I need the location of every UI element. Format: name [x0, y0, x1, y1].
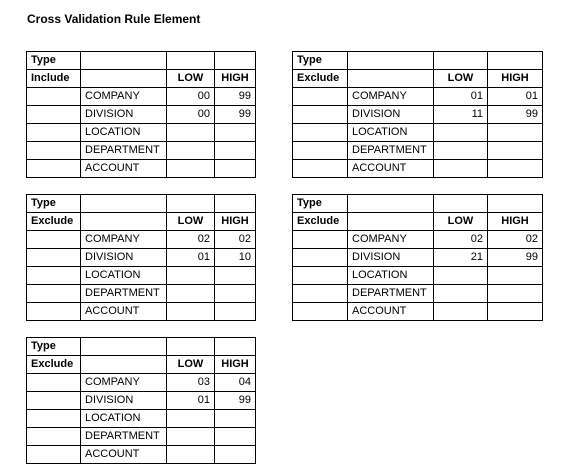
rule-type-value: Exclude	[293, 70, 348, 88]
high-value	[488, 142, 543, 160]
low-value: 02	[434, 231, 488, 249]
segment-name: LOCATION	[81, 124, 167, 142]
high-value: 02	[215, 231, 256, 249]
low-header: LOW	[167, 70, 215, 88]
table-row	[27, 124, 256, 142]
low-value	[434, 160, 488, 178]
low-value	[434, 303, 488, 321]
low-value: 02	[167, 231, 215, 249]
table-row	[293, 303, 543, 321]
segment-name: COMPANY	[81, 88, 167, 106]
high-value	[215, 446, 256, 464]
segment-name: COMPANY	[348, 231, 434, 249]
low-value	[167, 160, 215, 178]
high-value	[488, 267, 543, 285]
high-value	[488, 303, 543, 321]
low-value	[167, 446, 215, 464]
type-label: Type	[27, 52, 81, 70]
high-header: HIGH	[488, 70, 543, 88]
rule-table-2	[292, 51, 543, 178]
high-value	[488, 285, 543, 303]
low-value: 21	[434, 249, 488, 267]
header-row	[293, 70, 543, 88]
segment-name: DIVISION	[348, 106, 434, 124]
segment-name: DEPARTMENT	[81, 428, 167, 446]
segment-name: DIVISION	[81, 392, 167, 410]
low-value: 11	[434, 106, 488, 124]
low-value	[167, 124, 215, 142]
high-header: HIGH	[215, 70, 256, 88]
segment-name: ACCOUNT	[348, 160, 434, 178]
high-value	[215, 428, 256, 446]
segment-name: ACCOUNT	[348, 303, 434, 321]
low-value: 00	[167, 88, 215, 106]
segment-name: LOCATION	[81, 410, 167, 428]
high-value: 99	[488, 249, 543, 267]
segment-name: ACCOUNT	[81, 160, 167, 178]
rule-type-value: Exclude	[293, 213, 348, 231]
table-row	[293, 88, 543, 106]
header-row	[27, 213, 256, 231]
table-row	[27, 231, 256, 249]
page-title: Cross Validation Rule Element	[27, 12, 201, 26]
segment-name: DEPARTMENT	[348, 142, 434, 160]
segment-name: DIVISION	[81, 249, 167, 267]
low-header: LOW	[434, 70, 488, 88]
header-row	[27, 70, 256, 88]
rule-type-value: Include	[27, 70, 81, 88]
low-value	[434, 124, 488, 142]
segment-name: LOCATION	[81, 267, 167, 285]
table-row	[293, 124, 543, 142]
segment-name: COMPANY	[81, 374, 167, 392]
type-label: Type	[27, 338, 81, 356]
high-value: 04	[215, 374, 256, 392]
table-row	[27, 106, 256, 124]
low-value	[167, 303, 215, 321]
low-value	[167, 410, 215, 428]
segment-name: LOCATION	[348, 124, 434, 142]
segment-name: COMPANY	[81, 231, 167, 249]
segment-name: DEPARTMENT	[81, 142, 167, 160]
low-value: 03	[167, 374, 215, 392]
rule-table-4	[292, 194, 543, 321]
high-header: HIGH	[215, 356, 256, 374]
table-row	[293, 231, 543, 249]
segment-name: LOCATION	[348, 267, 434, 285]
type-row	[27, 338, 256, 356]
table-row	[27, 142, 256, 160]
segment-name: DIVISION	[81, 106, 167, 124]
table-row	[27, 428, 256, 446]
table-row	[27, 160, 256, 178]
table-row	[293, 267, 543, 285]
low-value: 01	[434, 88, 488, 106]
table-row	[27, 374, 256, 392]
high-value: 10	[215, 249, 256, 267]
high-header: HIGH	[488, 213, 543, 231]
high-value	[215, 285, 256, 303]
type-row	[27, 52, 256, 70]
high-value	[488, 160, 543, 178]
type-row	[293, 195, 543, 213]
header-row	[27, 356, 256, 374]
segment-name: ACCOUNT	[81, 446, 167, 464]
low-value: 00	[167, 106, 215, 124]
high-value	[215, 124, 256, 142]
high-value: 99	[488, 106, 543, 124]
low-value	[434, 285, 488, 303]
low-value: 01	[167, 392, 215, 410]
high-value	[215, 160, 256, 178]
segment-name: DEPARTMENT	[348, 285, 434, 303]
high-value: 99	[215, 106, 256, 124]
segment-name: DEPARTMENT	[81, 285, 167, 303]
rule-type-value: Exclude	[27, 356, 81, 374]
low-value	[167, 285, 215, 303]
table-row	[27, 303, 256, 321]
type-label: Type	[293, 52, 348, 70]
low-header: LOW	[167, 213, 215, 231]
high-value: 01	[488, 88, 543, 106]
rule-table-1	[26, 51, 256, 178]
table-row	[27, 446, 256, 464]
table-row	[27, 267, 256, 285]
table-row	[293, 142, 543, 160]
low-header: LOW	[434, 213, 488, 231]
type-label: Type	[293, 195, 348, 213]
high-value	[488, 124, 543, 142]
table-row	[27, 88, 256, 106]
high-value: 02	[488, 231, 543, 249]
high-value	[215, 303, 256, 321]
high-value	[215, 267, 256, 285]
high-header: HIGH	[215, 213, 256, 231]
table-row	[293, 106, 543, 124]
high-value: 99	[215, 392, 256, 410]
low-value	[434, 267, 488, 285]
low-value	[434, 142, 488, 160]
segment-name: ACCOUNT	[81, 303, 167, 321]
segment-name: COMPANY	[348, 88, 434, 106]
header-row	[293, 213, 543, 231]
high-value: 99	[215, 88, 256, 106]
type-row	[293, 52, 543, 70]
type-row	[27, 195, 256, 213]
low-value	[167, 142, 215, 160]
rule-table-3	[26, 194, 256, 321]
table-row	[293, 160, 543, 178]
table-row	[27, 410, 256, 428]
table-row	[27, 249, 256, 267]
rule-type-value: Exclude	[27, 213, 81, 231]
table-row	[27, 285, 256, 303]
table-row	[293, 285, 543, 303]
low-header: LOW	[167, 356, 215, 374]
table-row	[27, 392, 256, 410]
high-value	[215, 410, 256, 428]
low-value	[167, 428, 215, 446]
segment-name: DIVISION	[348, 249, 434, 267]
low-value: 01	[167, 249, 215, 267]
table-row	[293, 249, 543, 267]
low-value	[167, 267, 215, 285]
type-label: Type	[27, 195, 81, 213]
rule-table-5	[26, 337, 256, 464]
high-value	[215, 142, 256, 160]
